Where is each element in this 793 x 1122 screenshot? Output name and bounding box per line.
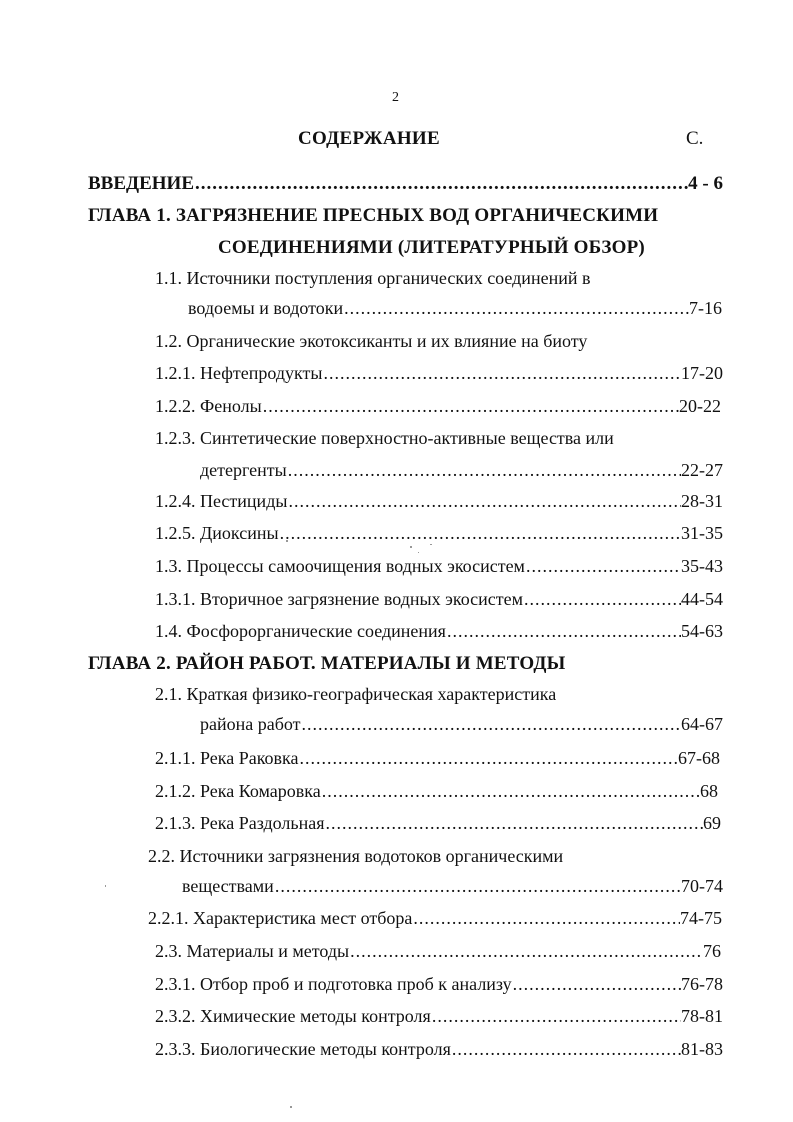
toc-entry-pages: 22-27 [681,460,723,480]
toc-entry-label: 2.3.3. Биологические методы контроля [155,1039,451,1059]
toc-entry-label: 2.3. Материалы и методы [155,941,350,961]
leader-dots [431,1006,681,1027]
page-title: СОДЕРЖАНИЕ [298,128,440,149]
scan-speck [290,1106,292,1108]
toc-entry-pages: 74-75 [680,908,722,928]
toc-entry-1-2-1 [155,363,723,384]
toc-entry-2-1-1 [155,748,720,769]
toc-entry-2-3-3 [155,1039,723,1060]
toc-entry-pages: 20-22 [679,396,721,416]
leader-dots [262,396,679,417]
toc-entry-label: 2.3.1. Отбор проб и подготовка проб к анализу [155,974,512,994]
toc-entry-label: ВВЕДЕНИЕ [88,173,194,194]
toc-entry-pages: 70-74 [681,876,723,896]
leader-dots [194,173,688,195]
toc-entry-2-2 [182,876,723,897]
toc-entry-label: 2.1.1. Река Раковка [155,748,299,768]
leader-dots [525,556,681,577]
toc-entry-label: 1.3.1. Вторичное загрязнение водных экосистем [155,589,524,609]
leader-dots [274,876,681,897]
toc-entry-label: 1.2.1. Нефтепродукты [155,363,323,383]
toc-entry-pages: 64-67 [681,714,723,734]
toc-entry-label: 1.2.5. Диоксины [155,523,279,543]
toc-entry-label: веществами [182,876,274,896]
leader-dots [343,298,689,319]
toc-entry-2-1-line1: 2.1. Краткая физико-географическая характеристика [155,684,557,704]
toc-entry-1-4 [155,621,723,642]
toc-entry-label: 2.1.3. Река Раздольная [155,813,325,833]
scan-speck [105,885,106,887]
toc-entry-label: водоемы и водотоки [188,298,344,318]
leader-dots [322,363,681,384]
chapter-2-title: ГЛАВА 2. РАЙОН РАБОТ. МАТЕРИАЛЫ И МЕТОДЫ [88,653,566,674]
leader-dots [523,589,681,610]
toc-entry-pages: 7-16 [689,298,722,318]
toc-entry-1-1-line1: 1.1. Источники поступления органических соединений в [155,268,591,288]
scan-speck [286,540,288,542]
toc-entry-pages: 28-31 [681,491,723,511]
toc-entry-2-1-2 [155,781,718,802]
toc-entry-1-2-3-line1: 1.2.3. Синтетические поверхностно-активные вещества или [155,428,614,448]
toc-entry-1-1 [188,298,722,319]
toc-entry-2-2-1 [148,908,722,929]
toc-entry-pages: 54-63 [681,621,723,641]
leader-dots [301,714,681,735]
leader-dots [279,523,681,544]
scan-speck [430,544,432,545]
toc-entry-introduction [88,173,723,195]
toc-entry-label: 1.2.2. Фенолы [155,396,262,416]
toc-entry-pages: 17-20 [681,363,723,383]
toc-entry-label: 1.2.4. Пестициды [155,491,288,511]
toc-entry-label: 1.3. Процессы самоочищения водных экосистем [155,556,525,576]
chapter-1-title-line2: СОЕДИНЕНИЯМИ (ЛИТЕРАТУРНЫЙ ОБЗОР) [218,237,645,258]
leader-dots [412,908,680,929]
toc-entry-2-2-line1: 2.2. Источники загрязнения водотоков органическими [148,846,564,866]
leader-dots [325,813,703,834]
toc-entry-1-2-2 [155,396,721,417]
leader-dots [446,621,681,642]
scan-speck [410,546,412,548]
toc-entry-pages: 67-68 [678,748,720,768]
toc-entry-1-3-1 [155,589,723,610]
toc-entry-2-3 [155,941,721,962]
toc-entry-2-3-1 [155,974,723,995]
toc-entry-label: 2.2.1. Характеристика мест отбора [148,908,413,928]
toc-entry-pages: 69 [703,813,721,833]
toc-entry-label: района работ [200,714,301,734]
leader-dots [287,491,681,512]
page-column-label: С. [686,128,704,149]
toc-entry-2-3-2 [155,1006,723,1027]
toc-entry-1-2-5 [155,523,723,544]
toc-entry-2-1 [200,714,723,735]
toc-entry-1-2: 1.2. Органические экотоксиканты и их влияние на биоту [155,331,588,351]
leader-dots [451,1039,681,1060]
toc-entry-pages: 31-35 [681,523,723,543]
toc-entry-pages: 68 [700,781,718,801]
toc-entry-pages: 76 [703,941,721,961]
toc-entry-pages: 81-83 [681,1039,723,1059]
toc-entry-pages: 35-43 [681,556,723,576]
toc-entry-label: 2.3.2. Химические методы контроля [155,1006,431,1026]
toc-entry-2-1-3 [155,813,721,834]
toc-entry-1-3 [155,556,723,577]
chapter-1-title-line1: ГЛАВА 1. ЗАГРЯЗНЕНИЕ ПРЕСНЫХ ВОД ОРГАНИЧЕСКИМИ [88,205,659,226]
toc-entry-pages: 44-54 [681,589,723,609]
leader-dots [321,781,700,802]
toc-entry-pages: 76-78 [681,974,723,994]
toc-entry-1-2-3 [200,460,723,481]
toc-entry-pages: 4 - 6 [688,173,723,194]
toc-entry-label: детергенты [200,460,287,480]
page-number: 2 [392,90,399,105]
toc-entry-label: 2.1.2. Река Комаровка [155,781,321,801]
toc-entry-label: 1.4. Фосфорорганические соединения [155,621,446,641]
leader-dots [287,460,681,481]
leader-dots [512,974,681,995]
scan-speck [418,552,419,553]
leader-dots [299,748,678,769]
toc-entry-pages: 78-81 [681,1006,723,1026]
leader-dots [349,941,703,962]
toc-entry-1-2-4 [155,491,723,512]
